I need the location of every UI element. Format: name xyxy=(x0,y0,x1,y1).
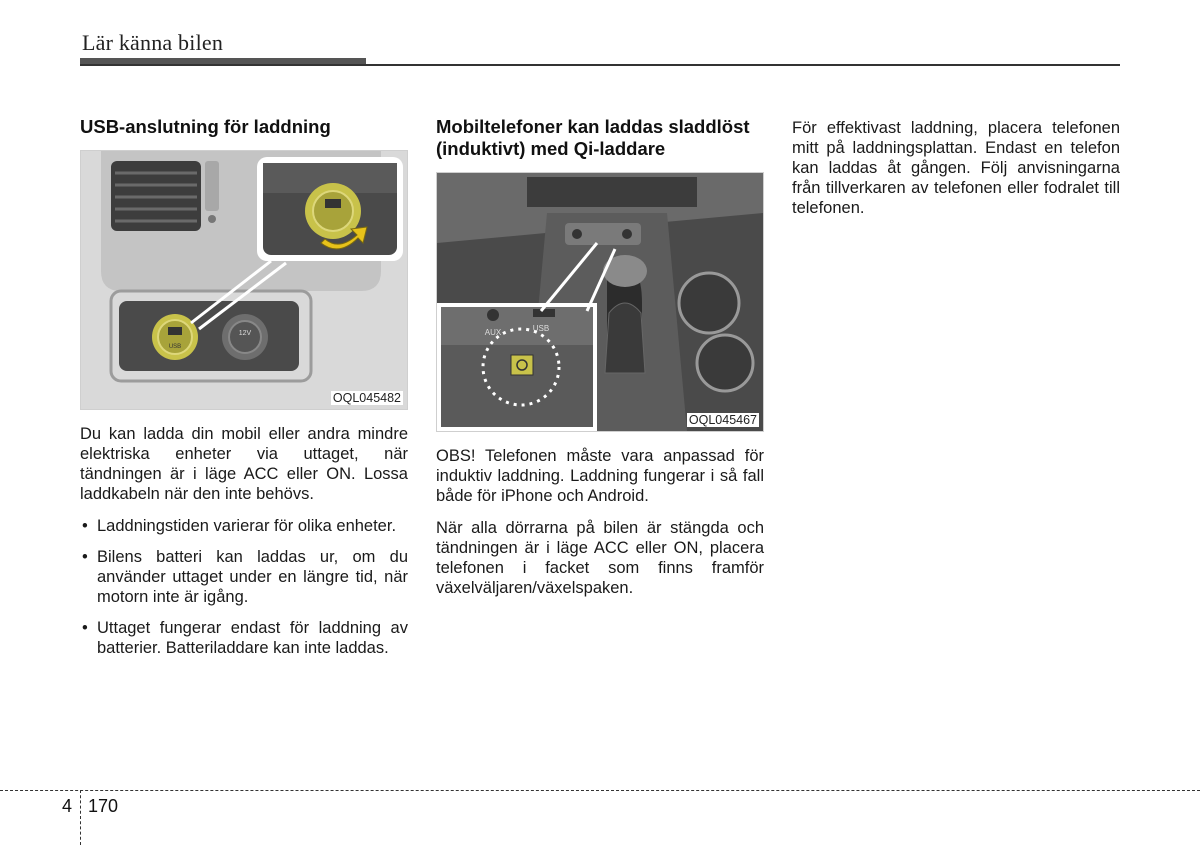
usb-label: USB xyxy=(532,324,550,333)
usb-bullet-list xyxy=(80,516,408,658)
aux-label: AUX xyxy=(484,328,502,337)
list-item: • Uttaget fungerar endast för laddning av batterier. Batteriladdare kan inte laddas. xyxy=(82,619,408,657)
wireless-charging-figure xyxy=(436,172,764,432)
figure-caption: OQL045482 xyxy=(332,391,401,405)
usb-charging-figure xyxy=(80,150,408,410)
footer-divider xyxy=(0,790,1200,791)
center-console-illustration xyxy=(437,173,763,431)
wireless-section-heading: Mobiltelefoner kan laddas sladdlöst (induktivt) med Qi-laddare xyxy=(436,116,750,159)
power-socket-label: 12V xyxy=(238,330,252,337)
page-number: 170 xyxy=(88,796,119,816)
wireless-paragraph-2: När alla dörrarna på bilen är stängda och tändningen är i läge ACC eller ON, placera telefonen i facket som finns framför växelväljaren/växelspaken. xyxy=(436,519,764,597)
section-number: 4 xyxy=(62,796,73,816)
list-item: • Bilens batteri kan laddas ur, om du använder uttaget under en längre tid, när motorn inte är igång. xyxy=(82,548,408,606)
footer-vertical-divider xyxy=(80,790,81,845)
usb-paragraph: Du kan ladda din mobil eller andra mindre elektriska enheter via uttaget, när tändningen är i läge ACC eller ON. Lossa laddkabeln när den inte behövs. xyxy=(80,425,408,503)
header-rule xyxy=(80,64,1120,66)
usb-port-label: USB xyxy=(168,344,182,350)
wireless-paragraph-1: OBS! Telefonen måste vara anpassad för induktiv laddning. Laddning fungerar i så fall både för iPhone och Android. xyxy=(436,447,764,505)
placement-paragraph: För effektivast laddning, placera telefonen mitt på laddningsplattan. Endast en telefon kan laddas åt gången. Följ anvisningarna från tillverkaren av telefonen eller fodralet till telefonen. xyxy=(792,119,1120,217)
middle-column xyxy=(436,116,764,610)
left-column xyxy=(80,116,408,669)
figure-caption: OQL045467 xyxy=(688,413,757,427)
right-column xyxy=(792,118,1120,230)
page-header-title: Lär känna bilen xyxy=(82,30,224,55)
list-item: • Laddningstiden varierar för olika enheter. xyxy=(82,517,397,535)
usb-console-illustration xyxy=(81,151,407,409)
usb-section-heading: USB-anslutning för laddning xyxy=(80,116,331,137)
